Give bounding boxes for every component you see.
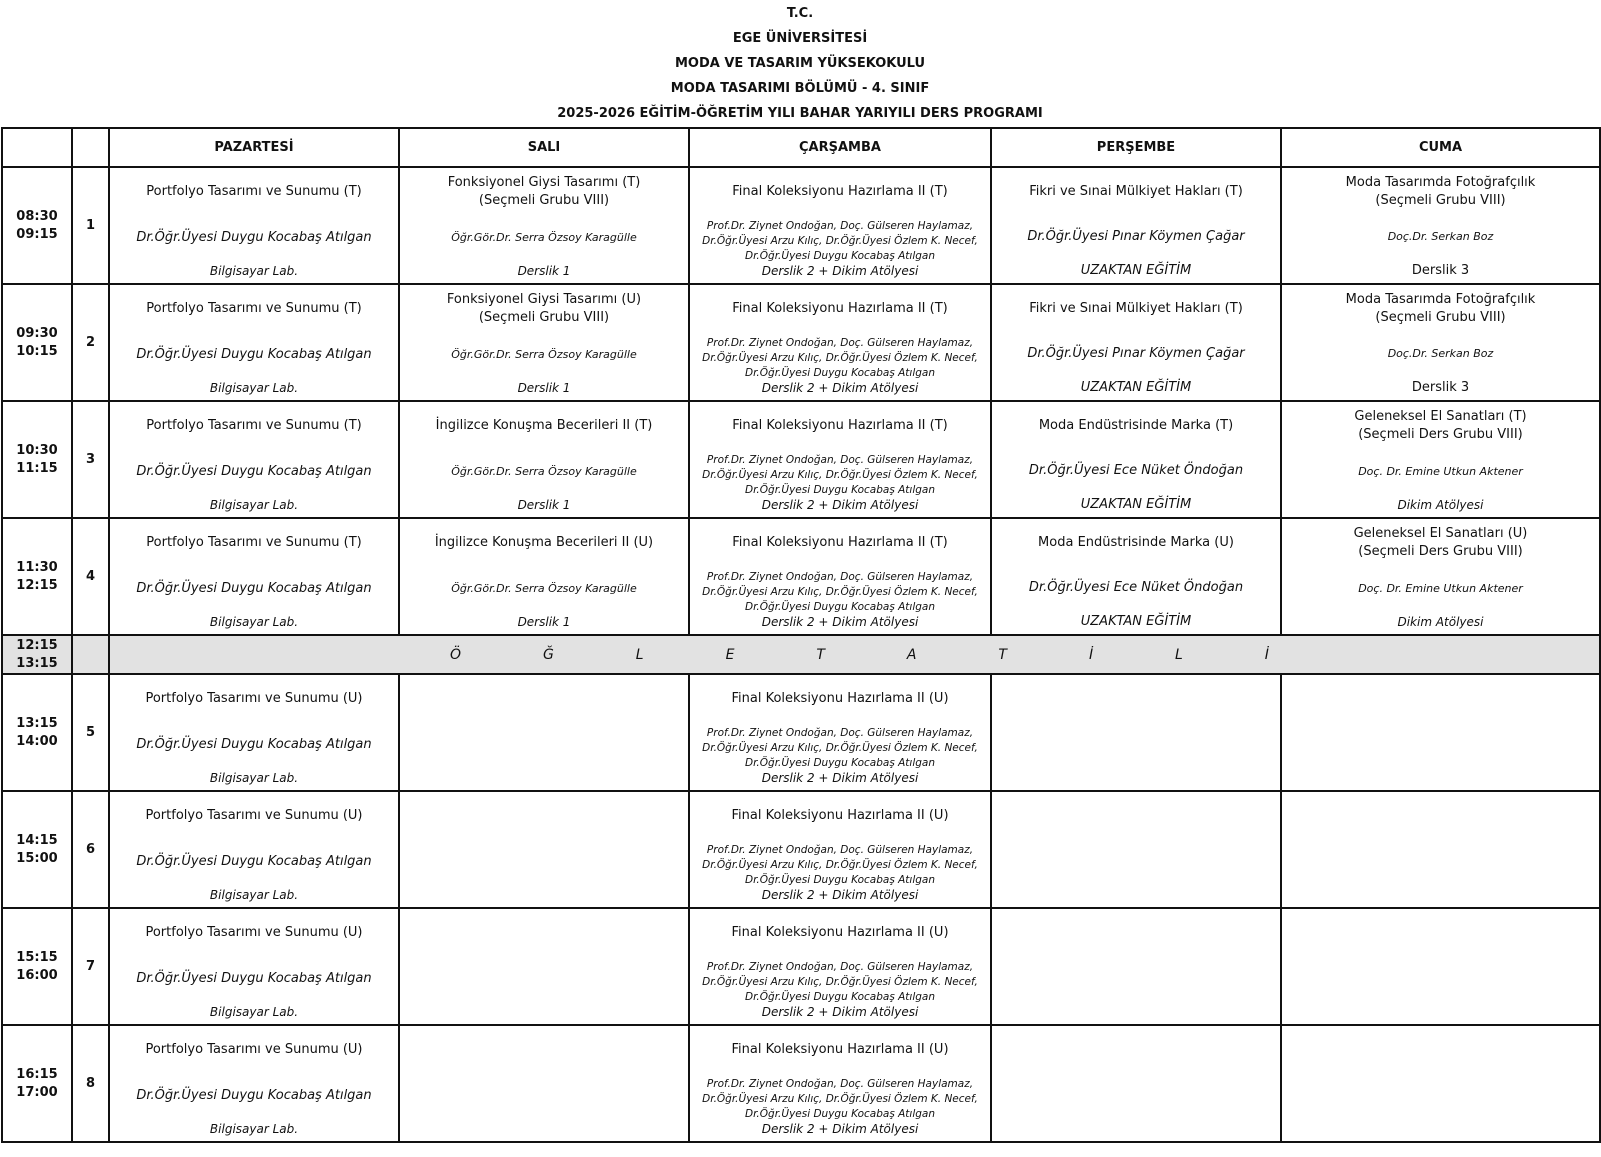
thursday-cell — [991, 401, 1281, 518]
lesson-cell — [400, 519, 688, 634]
lunch-break-text — [110, 647, 1599, 663]
tuesday-cell — [399, 284, 689, 401]
course-line: Final Koleksiyonu Hazırlama II (U) — [731, 808, 949, 823]
course-name — [1354, 408, 1526, 444]
friday-cell — [1281, 791, 1600, 908]
lesson-cell — [690, 285, 990, 400]
classroom: Derslik 2 + Dikim Atölyesi — [761, 498, 919, 512]
course-name — [146, 525, 361, 561]
course-name — [1039, 408, 1233, 444]
classroom: Dikim Atölyesi — [1397, 615, 1484, 629]
instructor: Dr.Öğr.Üyesi Ece Nüket Öndoğan — [1028, 580, 1244, 595]
schedule-row — [2, 1025, 1600, 1142]
lesson-cell — [110, 1026, 398, 1141]
header-line-program-title: 2025-2026 EĞİTİM-ÖĞRETİM YILI BAHAR YARIYILI DERS PROGRAMI — [557, 106, 1043, 121]
slot-number: 2 — [72, 284, 109, 401]
lesson-cell — [690, 402, 990, 517]
time-start: 09:30 — [16, 325, 58, 341]
lunch-letter: T — [816, 646, 825, 663]
course-line: Moda Endüstrisinde Marka (U) — [1038, 535, 1234, 550]
instructor: Doç.Dr. Serkan Boz — [1387, 230, 1494, 243]
lesson-cell — [1282, 519, 1599, 634]
instructor: Dr.Öğr.Üyesi Duygu Kocabaş Atılgan — [136, 1087, 372, 1103]
tuesday-cell — [399, 518, 689, 635]
day-header-row — [2, 128, 1600, 167]
friday-cell — [1281, 167, 1600, 284]
instructor: Doç. Dr. Emine Utkun Aktener — [1358, 581, 1523, 595]
course-line: Fikri ve Sınai Mülkiyet Hakları (T) — [1029, 301, 1243, 316]
classroom: Derslik 3 — [1411, 263, 1470, 278]
time-cell — [2, 284, 72, 401]
course-line: Final Koleksiyonu Hazırlama II (U) — [731, 925, 949, 940]
course-line: (Seçmeli Ders Grubu VIII) — [1358, 544, 1523, 559]
monday-cell — [109, 167, 399, 284]
slot-number: 6 — [72, 791, 109, 908]
course-name — [731, 798, 948, 834]
classroom: UZAKTAN EĞİTİM — [1080, 497, 1192, 512]
lunch-letter: E — [725, 646, 735, 663]
course-line: Final Koleksiyonu Hazırlama II (T) — [732, 418, 948, 433]
instructor: Dr.Öğr.Üyesi Duygu Kocabaş Atılgan — [136, 463, 372, 479]
instructor: Prof.Dr. Ziynet Ondoğan, Doç. Gülseren Haylamaz, Dr.Öğr.Üyesi Arzu Kılıç, Dr.Öğr.Üyesi Özlem K. Necef, Dr.Öğr.Üyesi Duygu Kocabaş Atılgan — [702, 727, 978, 769]
day-header-tuesday: SALI — [399, 128, 689, 167]
lesson-cell — [690, 1026, 990, 1141]
course-line: Fonksiyonel Giysi Tasarımı (T) — [447, 175, 641, 190]
schedule-row — [2, 401, 1600, 518]
course-line: İngilizce Konuşma Becerileri II (U) — [434, 535, 654, 550]
day-header-friday: CUMA — [1281, 128, 1600, 167]
time-end: 10:15 — [16, 343, 58, 359]
course-name — [436, 408, 653, 444]
course-line: Geleneksel El Sanatları (U) — [1353, 526, 1528, 541]
lesson-cell — [110, 402, 398, 517]
monday-cell — [109, 401, 399, 518]
instructor: Prof.Dr. Ziynet Ondoğan, Doç. Gülseren Haylamaz, Dr.Öğr.Üyesi Arzu Kılıç, Dr.Öğr.Üyesi Özlem K. Necef, Dr.Öğr.Üyesi Duygu Kocabaş Atılgan — [702, 571, 978, 613]
thursday-cell — [991, 674, 1281, 791]
schedule-row — [2, 518, 1600, 635]
lunch-letter: T — [998, 646, 1007, 663]
slot-number: 1 — [72, 167, 109, 284]
course-name — [1354, 525, 1528, 561]
classroom: Bilgisayar Lab. — [209, 888, 299, 902]
classroom: Bilgisayar Lab. — [209, 498, 299, 512]
course-line: Geleneksel El Sanatları (T) — [1354, 409, 1527, 424]
course-line: Final Koleksiyonu Hazırlama II (U) — [731, 691, 949, 706]
classroom: Derslik 3 — [1411, 380, 1470, 395]
time-start: 08:30 — [16, 208, 58, 224]
schedule-row — [2, 167, 1600, 284]
thursday-cell — [991, 518, 1281, 635]
instructor: Prof.Dr. Ziynet Ondoğan, Doç. Gülseren Haylamaz, Dr.Öğr.Üyesi Arzu Kılıç, Dr.Öğr.Üyesi Özlem K. Necef, Dr.Öğr.Üyesi Duygu Kocabaş Atılgan — [702, 220, 978, 262]
wednesday-cell — [689, 908, 991, 1025]
wednesday-cell — [689, 674, 991, 791]
instructor: Öğr.Gör.Dr. Serra Özsoy Karagülle — [451, 464, 637, 478]
instructor: Dr.Öğr.Üyesi Ece Nüket Öndoğan — [1028, 463, 1244, 478]
instructor: Doç. Dr. Emine Utkun Aktener — [1358, 464, 1523, 478]
time-cell — [2, 635, 72, 674]
course-name — [732, 408, 947, 444]
lesson-cell — [992, 285, 1280, 400]
course-name — [145, 681, 362, 717]
wednesday-cell — [689, 284, 991, 401]
course-line: Moda Tasarımda Fotoğrafçılık — [1345, 292, 1536, 307]
course-name — [435, 525, 653, 561]
course-name — [145, 798, 362, 834]
time-end: 12:15 — [16, 577, 58, 593]
course-name — [732, 174, 947, 210]
lesson-cell — [992, 402, 1280, 517]
classroom: Derslik 1 — [517, 381, 571, 395]
instructor: Dr.Öğr.Üyesi Duygu Kocabaş Atılgan — [136, 853, 372, 869]
monday-cell — [109, 908, 399, 1025]
time-start: 10:30 — [16, 442, 58, 458]
time-end: 09:15 — [16, 226, 58, 242]
course-line: Portfolyo Tasarımı ve Sunumu (U) — [145, 1042, 363, 1057]
instructor: Öğr.Gör.Dr. Serra Özsoy Karagülle — [451, 347, 637, 361]
day-header-wednesday: ÇARŞAMBA — [689, 128, 991, 167]
time-cell — [2, 167, 72, 284]
thursday-cell — [991, 284, 1281, 401]
tuesday-cell — [399, 167, 689, 284]
wednesday-cell — [689, 167, 991, 284]
course-line: Portfolyo Tasarımı ve Sunumu (U) — [145, 808, 363, 823]
instructor: Prof.Dr. Ziynet Ondoğan, Doç. Gülseren Haylamaz, Dr.Öğr.Üyesi Arzu Kılıç, Dr.Öğr.Üyesi Özlem K. Necef, Dr.Öğr.Üyesi Duygu Kocabaş Atılgan — [702, 961, 978, 1003]
lunch-letter: A — [906, 646, 917, 663]
course-name — [731, 681, 948, 717]
lunch-letter: İ — [1088, 646, 1094, 663]
time-start: 15:15 — [16, 949, 58, 965]
course-line: Fikri ve Sınai Mülkiyet Hakları (T) — [1029, 184, 1243, 199]
course-name — [146, 174, 361, 210]
classroom: Bilgisayar Lab. — [209, 264, 299, 278]
lesson-cell — [400, 168, 688, 283]
document-header — [0, 0, 1600, 127]
instructor: Dr.Öğr.Üyesi Duygu Kocabaş Atılgan — [136, 970, 372, 986]
wednesday-cell — [689, 518, 991, 635]
header-line-university: EGE ÜNİVERSİTESİ — [732, 31, 868, 46]
instructor: Dr.Öğr.Üyesi Duygu Kocabaş Atılgan — [136, 346, 372, 362]
classroom: Dikim Atölyesi — [1397, 498, 1484, 512]
tuesday-cell — [399, 1025, 689, 1142]
classroom: Derslik 2 + Dikim Atölyesi — [761, 1122, 919, 1136]
friday-cell — [1281, 908, 1600, 1025]
course-line: (Seçmeli Grubu VIII) — [1375, 193, 1506, 208]
course-line: Final Koleksiyonu Hazırlama II (T) — [732, 301, 948, 316]
slot-number: 5 — [72, 674, 109, 791]
lesson-cell — [400, 285, 688, 400]
time-cell — [2, 791, 72, 908]
classroom: Bilgisayar Lab. — [209, 381, 299, 395]
classroom: UZAKTAN EĞİTİM — [1080, 263, 1192, 278]
course-line: İngilizce Konuşma Becerileri II (T) — [435, 418, 653, 433]
lunch-letter: L — [1175, 646, 1183, 663]
time-end: 16:00 — [16, 967, 58, 983]
schedule-table — [1, 127, 1601, 1143]
course-line: Fonksiyonel Giysi Tasarımı (U) — [446, 292, 642, 307]
lesson-cell — [400, 402, 688, 517]
time-start: 11:30 — [16, 559, 58, 575]
lunch-letter: Ğ — [542, 646, 554, 663]
friday-cell — [1281, 518, 1600, 635]
thursday-cell — [991, 791, 1281, 908]
thursday-cell — [991, 1025, 1281, 1142]
time-start: 14:15 — [16, 832, 58, 848]
course-line: (Seçmeli Ders Grubu VIII) — [1358, 427, 1523, 442]
course-line: (Seçmeli Grubu VIII) — [478, 310, 610, 325]
time-cell — [2, 518, 72, 635]
course-name — [1038, 525, 1234, 561]
course-line: Final Koleksiyonu Hazırlama II (U) — [731, 1042, 949, 1057]
course-line: Final Koleksiyonu Hazırlama II (T) — [732, 184, 948, 199]
instructor: Dr.Öğr.Üyesi Pınar Köymen Çağar — [1027, 229, 1245, 244]
classroom: Derslik 2 + Dikim Atölyesi — [761, 381, 919, 395]
time-end: 15:00 — [16, 850, 58, 866]
classroom: Derslik 1 — [517, 264, 571, 278]
lesson-cell — [110, 168, 398, 283]
slot-number: 4 — [72, 518, 109, 635]
schedule-row — [2, 908, 1600, 1025]
course-line: Portfolyo Tasarımı ve Sunumu (T) — [146, 418, 362, 433]
monday-cell — [109, 518, 399, 635]
time-cell — [2, 908, 72, 1025]
time-start: 12:15 — [16, 637, 58, 653]
header-line-school: MODA VE TASARIM YÜKSEKOKULU — [674, 56, 926, 71]
course-name — [1029, 291, 1243, 327]
classroom: Derslik 2 + Dikim Atölyesi — [761, 888, 919, 902]
time-end: 14:00 — [16, 733, 58, 749]
lunch-letter: Ö — [450, 646, 462, 663]
instructor: Dr.Öğr.Üyesi Duygu Kocabaş Atılgan — [136, 580, 372, 596]
classroom: UZAKTAN EĞİTİM — [1080, 614, 1192, 629]
lesson-cell — [1282, 168, 1599, 283]
instructor: Dr.Öğr.Üyesi Duygu Kocabaş Atılgan — [136, 736, 372, 752]
friday-cell — [1281, 401, 1600, 518]
course-line: Moda Endüstrisinde Marka (T) — [1038, 418, 1234, 433]
course-name — [146, 408, 361, 444]
course-name — [146, 291, 361, 327]
schedule-row — [2, 791, 1600, 908]
lesson-cell — [110, 285, 398, 400]
time-start: 16:15 — [16, 1066, 58, 1082]
tuesday-cell — [399, 674, 689, 791]
classroom: Bilgisayar Lab. — [209, 615, 299, 629]
course-line: Portfolyo Tasarımı ve Sunumu (U) — [145, 925, 363, 940]
lesson-cell — [690, 792, 990, 907]
thursday-cell — [991, 908, 1281, 1025]
lunch-letter: İ — [1264, 646, 1269, 663]
lesson-cell — [1282, 285, 1599, 400]
time-end: 17:00 — [16, 1084, 58, 1100]
time-cell — [2, 1025, 72, 1142]
classroom: Bilgisayar Lab. — [209, 1005, 299, 1019]
thursday-cell — [991, 167, 1281, 284]
schedule-row — [2, 284, 1600, 401]
lunch-break-label — [109, 635, 1600, 674]
time-end: 11:15 — [16, 460, 58, 476]
course-line: Portfolyo Tasarımı ve Sunumu (T) — [146, 301, 362, 316]
lunch-number-cell — [72, 635, 109, 674]
course-name — [447, 291, 641, 327]
classroom: Derslik 2 + Dikim Atölyesi — [761, 264, 919, 278]
friday-cell — [1281, 674, 1600, 791]
lesson-cell — [690, 519, 990, 634]
slot-number: 7 — [72, 908, 109, 1025]
course-name — [1346, 174, 1536, 210]
classroom: Derslik 1 — [517, 498, 571, 512]
classroom: Derslik 2 + Dikim Atölyesi — [761, 1005, 919, 1019]
lunch-break-row — [2, 635, 1600, 674]
lesson-cell — [992, 168, 1280, 283]
lesson-cell — [110, 792, 398, 907]
course-name — [732, 291, 947, 327]
slot-number: 8 — [72, 1025, 109, 1142]
classroom: Derslik 2 + Dikim Atölyesi — [761, 615, 919, 629]
wednesday-cell — [689, 401, 991, 518]
time-cell — [2, 674, 72, 791]
tuesday-cell — [399, 401, 689, 518]
lesson-cell — [110, 675, 398, 790]
instructor: Prof.Dr. Ziynet Ondoğan, Doç. Gülseren Haylamaz, Dr.Öğr.Üyesi Arzu Kılıç, Dr.Öğr.Üyesi Özlem K. Necef, Dr.Öğr.Üyesi Duygu Kocabaş Atılgan — [702, 337, 978, 379]
course-line: Portfolyo Tasarımı ve Sunumu (T) — [146, 184, 362, 199]
course-line: Portfolyo Tasarımı ve Sunumu (T) — [146, 535, 362, 550]
course-name — [1029, 174, 1243, 210]
course-line: Final Koleksiyonu Hazırlama II (T) — [732, 535, 948, 550]
monday-cell — [109, 1025, 399, 1142]
instructor: Öğr.Gör.Dr. Serra Özsoy Karagülle — [451, 230, 637, 244]
classroom: UZAKTAN EĞİTİM — [1080, 380, 1192, 395]
time-header — [2, 128, 72, 167]
course-line: Moda Tasarımda Fotoğrafçılık — [1345, 175, 1536, 190]
wednesday-cell — [689, 1025, 991, 1142]
lesson-cell — [1282, 402, 1599, 517]
header-line-tc: T.C. — [786, 6, 814, 21]
course-line: Portfolyo Tasarımı ve Sunumu (U) — [145, 691, 363, 706]
instructor: Prof.Dr. Ziynet Ondoğan, Doç. Gülseren Haylamaz, Dr.Öğr.Üyesi Arzu Kılıç, Dr.Öğr.Üyesi Özlem K. Necef, Dr.Öğr.Üyesi Duygu Kocabaş Atılgan — [702, 1078, 978, 1120]
monday-cell — [109, 791, 399, 908]
tuesday-cell — [399, 791, 689, 908]
course-line: (Seçmeli Grubu VIII) — [1375, 310, 1506, 325]
classroom: Derslik 1 — [517, 615, 571, 629]
course-line: (Seçmeli Grubu VIII) — [478, 193, 610, 208]
instructor: Dr.Öğr.Üyesi Pınar Köymen Çağar — [1027, 346, 1245, 361]
course-name — [1346, 291, 1536, 327]
lunch-letter: L — [635, 646, 644, 663]
lesson-cell — [690, 168, 990, 283]
lesson-cell — [992, 519, 1280, 634]
number-header — [72, 128, 109, 167]
slot-number: 3 — [72, 401, 109, 518]
friday-cell — [1281, 1025, 1600, 1142]
course-name — [732, 525, 947, 561]
course-name — [731, 915, 948, 951]
wednesday-cell — [689, 791, 991, 908]
course-name — [448, 174, 641, 210]
course-name — [145, 1032, 362, 1068]
lesson-cell — [690, 675, 990, 790]
friday-cell — [1281, 284, 1600, 401]
header-line-department: MODA TASARIMI BÖLÜMÜ - 4. SINIF — [670, 81, 930, 96]
classroom: Derslik 2 + Dikim Atölyesi — [761, 771, 919, 785]
course-name — [731, 1032, 948, 1068]
instructor: Prof.Dr. Ziynet Ondoğan, Doç. Gülseren Haylamaz, Dr.Öğr.Üyesi Arzu Kılıç, Dr.Öğr.Üyesi Özlem K. Necef, Dr.Öğr.Üyesi Duygu Kocabaş Atılgan — [702, 844, 978, 886]
monday-cell — [109, 674, 399, 791]
day-header-thursday: PERŞEMBE — [991, 128, 1281, 167]
schedule-row — [2, 674, 1600, 791]
instructor: Doç.Dr. Serkan Boz — [1387, 347, 1494, 360]
time-cell — [2, 401, 72, 518]
tuesday-cell — [399, 908, 689, 1025]
instructor: Prof.Dr. Ziynet Ondoğan, Doç. Gülseren Haylamaz, Dr.Öğr.Üyesi Arzu Kılıç, Dr.Öğr.Üyesi Özlem K. Necef, Dr.Öğr.Üyesi Duygu Kocabaş Atılgan — [702, 454, 978, 496]
day-header-monday: PAZARTESİ — [109, 128, 399, 167]
time-start: 13:15 — [16, 715, 58, 731]
lesson-cell — [110, 519, 398, 634]
time-end: 13:15 — [16, 655, 58, 671]
course-name — [145, 915, 362, 951]
instructor: Dr.Öğr.Üyesi Duygu Kocabaş Atılgan — [136, 229, 372, 245]
lesson-cell — [690, 909, 990, 1024]
classroom: Bilgisayar Lab. — [209, 771, 299, 785]
monday-cell — [109, 284, 399, 401]
classroom: Bilgisayar Lab. — [209, 1122, 299, 1136]
lesson-cell — [110, 909, 398, 1024]
instructor: Öğr.Gör.Dr. Serra Özsoy Karagülle — [451, 581, 637, 595]
